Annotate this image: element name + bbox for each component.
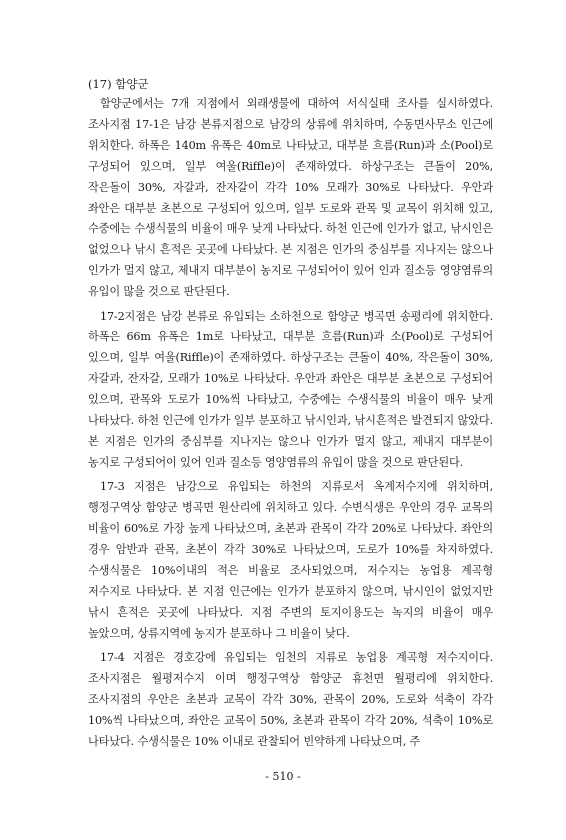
paragraph-17-4: 17-4 지점은 경호강에 유입되는 임천의 지류로 농업용 계곡형 저수지이다. 조사지점은 월평저수지 이며 행정구역상 함양군 휴천면 월평리에 위치한다. 조사지점의 우안은 초본과 교목이 각각 30%, 관목이 20%, 도로와 석축이 각각 10%씩 나타났으며, 좌안은 교목이 50%, 초본과 관목이 각각 20%, 석축이 10%로 나타났다. 수생식물은 10% 이내로 관찰되어 빈약하게 나타났으며, 주 — [88, 651, 493, 748]
paragraph-17-2: 17-2지점은 남강 본류로 유입되는 소하천으로 함양군 병곡면 송평리에 위치한다. 하폭은 66m 유폭은 1m로 나타났고, 대부분 흐름(Run)과 소(Pool)로 구성되어 있으며, 일부 여울(Riffle)이 존재하였다. 하상구조는 큰돌이 40%, 작은돌이 30%, 자갈과, 잔자갈, 모래가 10%로 나타났다. 우안과 좌안은 대부분 초본으로 구성되어 있으며, 관목와 도로가 10%씩 나타났고, 수중에는 수생식물의 비율이 매우 낮게 나타났다. 하천 인근에 인가가 일부 분포하고 낚시인과, 낚시흔적은 발견되지 않았다. 본 지점은 인가의 중심부를 지나지는 않으나 인가가 멀지 않고, 제내지 대부분이 농지로 구성되어이 있어 인과 질소등 영양염류의 유입이 많을 것으로 판단된다. — [88, 309, 493, 469]
paragraph-17-1: 함양군에서는 7개 지점에서 외래생물에 대하여 서식실태 조사를 실시하였다. 조사지점 17-1은 남강 본류지점으로 남강의 상류에 위치하며, 수동면사무소 인근에 위치한다. 하폭은 140m 유폭은 40m로 나타났고, 대부분 흐름(Run)과 소(Pool)로 구성되어 있으며, 일부 여울(Riffle)이 존재하였다. 하상구조는 큰돌이 20%, 작은돌이 30%, 자갈과, 잔자갈이 각각 10% 모래가 30%로 나타났다. 우안과 좌안은 대부분 초본으로 구성되어 있으며, 일부 도로와 관목 및 교목이 위치해 있고, 수중에는 수생식물의 비율이 매우 낮게 나타났다. 하천 인근에 인가가 없고, 낚시인은 없었으나 낚시 흔적은 곳곳에 나타났다. 본 지점은 인가의 중심부를 지나지는 않으나 인가가 멀지 않고, 제내지 대부분이 농지로 구성되어이 있어 인과 질소등 영양염류의 유입이 많을 것으로 판단된다. — [88, 97, 493, 299]
page-number: - 510 - — [265, 770, 301, 783]
paragraph-17-3: 17-3 지점은 남강으로 유입되는 하천의 지류로서 옥계저수지에 위치하며, 행정구역상 함양군 병곡면 원산리에 위치하고 있다. 수변식생은 우안의 경우 교목의 비율이 60%로 가장 높게 나타났으며, 초본과 관목이 각각 20%로 나타났다. 좌안의 경우 암반과 관목, 초본이 각각 30%로 나타났으며, 도로가 10%를 차지하였다. 수생식물은 10%이내의 적은 비율로 조사되었으며, 저수지는 농업용 계곡형 저수지로 나타났다. 본 지점 인근에는 인가가 분포하지 않으며, 낚시인이 없었지만 낚시 흔적은 곳곳에 나타났다. 지점 주변의 토지이용도는 녹지의 비율이 매우 높았으며, 상류지역에 농지가 분포하나 그 비율이 낮다. — [88, 480, 493, 640]
section-heading: (17) 함양군 — [88, 77, 149, 91]
body-text — [88, 94, 493, 753]
